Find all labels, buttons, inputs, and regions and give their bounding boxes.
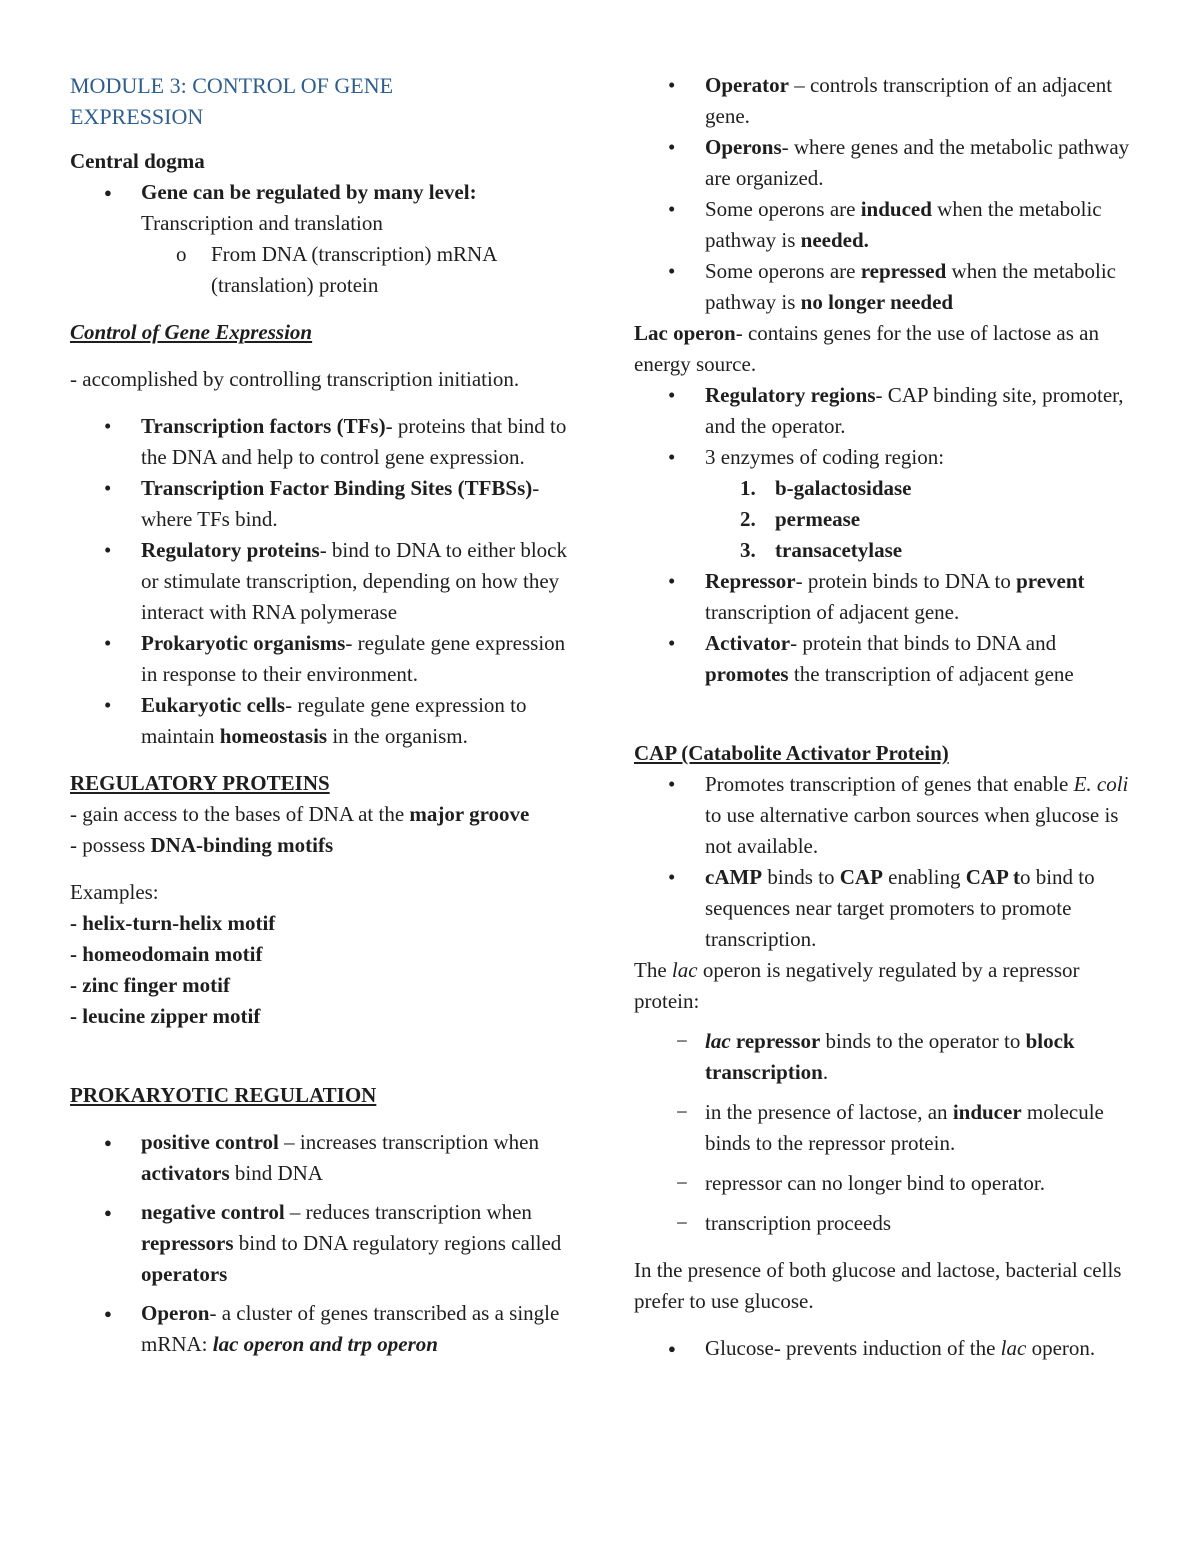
central-dogma-sublist: [70, 239, 580, 301]
module-title: MODULE 3: CONTROL OF GENE EXPRESSION: [70, 73, 394, 129]
list-item: 2. permease: [740, 507, 861, 531]
list-item: • Eukaryotic cells- regulate gene expression to maintain homeostasis in the organism.: [104, 693, 527, 748]
list-item: o From DNA (transcription) mRNA (translation) protein: [176, 242, 497, 297]
list-item: ● negative control – reduces transcription when repressors bind to DNA regulatory regions called operators: [104, 1200, 562, 1286]
list-item: • Operator – controls transcription of an adjacent gene.: [668, 73, 1113, 128]
list-item: ● Glucose- prevents induction of the lac operon.: [668, 1336, 1096, 1360]
control-heading: Control of Gene Expression: [70, 320, 313, 344]
list-item: • Regulatory proteins- bind to DNA to either block or stimulate transcription, depending on how they interact with RNA polymerase: [104, 538, 567, 624]
regulatory-heading: REGULATORY PROTEINS: [70, 771, 330, 795]
central-dogma-heading: Central dogma: [70, 149, 205, 173]
left-column: [70, 70, 580, 1360]
list-item: • Repressor- protein binds to DNA to prevent transcription of adjacent gene.: [668, 569, 1085, 624]
list-item: • Operons- where genes and the metabolic pathway are organized.: [668, 135, 1130, 190]
list-item: • cAMP binds to CAP enabling CAP to bind to sequences near target promoters to promote transcription.: [668, 865, 1095, 951]
control-intro: - accomplished by controlling transcription initiation.: [70, 367, 520, 391]
central-dogma-list: [70, 177, 580, 239]
list-item: • Prokaryotic organisms- regulate gene expression in response to their environment.: [104, 631, 566, 686]
list-item: • Transcription factors (TFs)- proteins that bind to the DNA and help to control gene expression.: [104, 414, 567, 469]
list-item: • Some operons are repressed when the metabolic pathway is no longer needed: [668, 259, 1116, 314]
list-item: 1. b-galactosidase: [740, 476, 912, 500]
regulatory-line-1: - gain access to the bases of DNA at the major groove: [70, 802, 530, 826]
list-item: − repressor can no longer bind to operator.: [676, 1171, 1045, 1195]
control-list: [70, 411, 580, 752]
right-column: [634, 70, 1144, 1364]
list-item: ● Operon- a cluster of genes transcribed as a single mRNA: lac operon and trp operon: [104, 1301, 560, 1356]
list-item: − lac repressor binds to the operator to block transcription.: [676, 1029, 1075, 1084]
negative-regulation-intro: The lac operon is negatively regulated by a repressor protein:: [634, 958, 1080, 1013]
glucose-list: [634, 1333, 1144, 1364]
prokaryotic-list: [70, 1127, 580, 1360]
lac-list: [634, 380, 1144, 473]
list-item: • Regulatory regions- CAP binding site, promoter, and the operator.: [668, 383, 1124, 438]
repressor-activator-list: [634, 566, 1144, 690]
example-item: - helix-turn-helix motif: [70, 911, 276, 935]
examples-label: Examples:: [70, 880, 159, 904]
example-item: - homeodomain motif: [70, 942, 263, 966]
list-item: • Transcription Factor Binding Sites (TFBSs)- where TFs bind.: [104, 476, 540, 531]
example-item: - zinc finger motif: [70, 973, 230, 997]
list-item: 3. transacetylase: [740, 538, 903, 562]
operator-list: [634, 70, 1144, 318]
list-item: • Promotes transcription of genes that enable E. coli to use alternative carbon sources when glucose is not available.: [668, 772, 1129, 858]
repressor-dash-list: [634, 1026, 1144, 1239]
cap-list: [634, 769, 1144, 955]
list-item: ● Gene can be regulated by many level: Transcription and translation: [104, 180, 477, 235]
cap-heading: CAP (Catabolite Activator Protein): [634, 741, 949, 765]
list-item: • 3 enzymes of coding region:: [668, 445, 945, 469]
list-item: • Some operons are induced when the metabolic pathway is needed.: [668, 197, 1102, 252]
example-item: - leucine zipper motif: [70, 1004, 261, 1028]
presence-paragraph: In the presence of both glucose and lactose, bacterial cells prefer to use glucose.: [634, 1258, 1122, 1313]
list-item: • Activator- protein that binds to DNA and promotes the transcription of adjacent gene: [668, 631, 1074, 686]
list-item: − transcription proceeds: [676, 1211, 892, 1235]
enzyme-list: [634, 473, 1144, 566]
regulatory-line-2: - possess DNA-binding motifs: [70, 833, 334, 857]
list-item: ● positive control – increases transcription when activators bind DNA: [104, 1130, 539, 1185]
list-item: − in the presence of lactose, an inducer molecule binds to the repressor protein.: [676, 1100, 1104, 1155]
prokaryotic-heading: PROKARYOTIC REGULATION: [70, 1083, 377, 1107]
lac-operon-paragraph: Lac operon- contains genes for the use of lactose as an energy source.: [634, 321, 1099, 376]
